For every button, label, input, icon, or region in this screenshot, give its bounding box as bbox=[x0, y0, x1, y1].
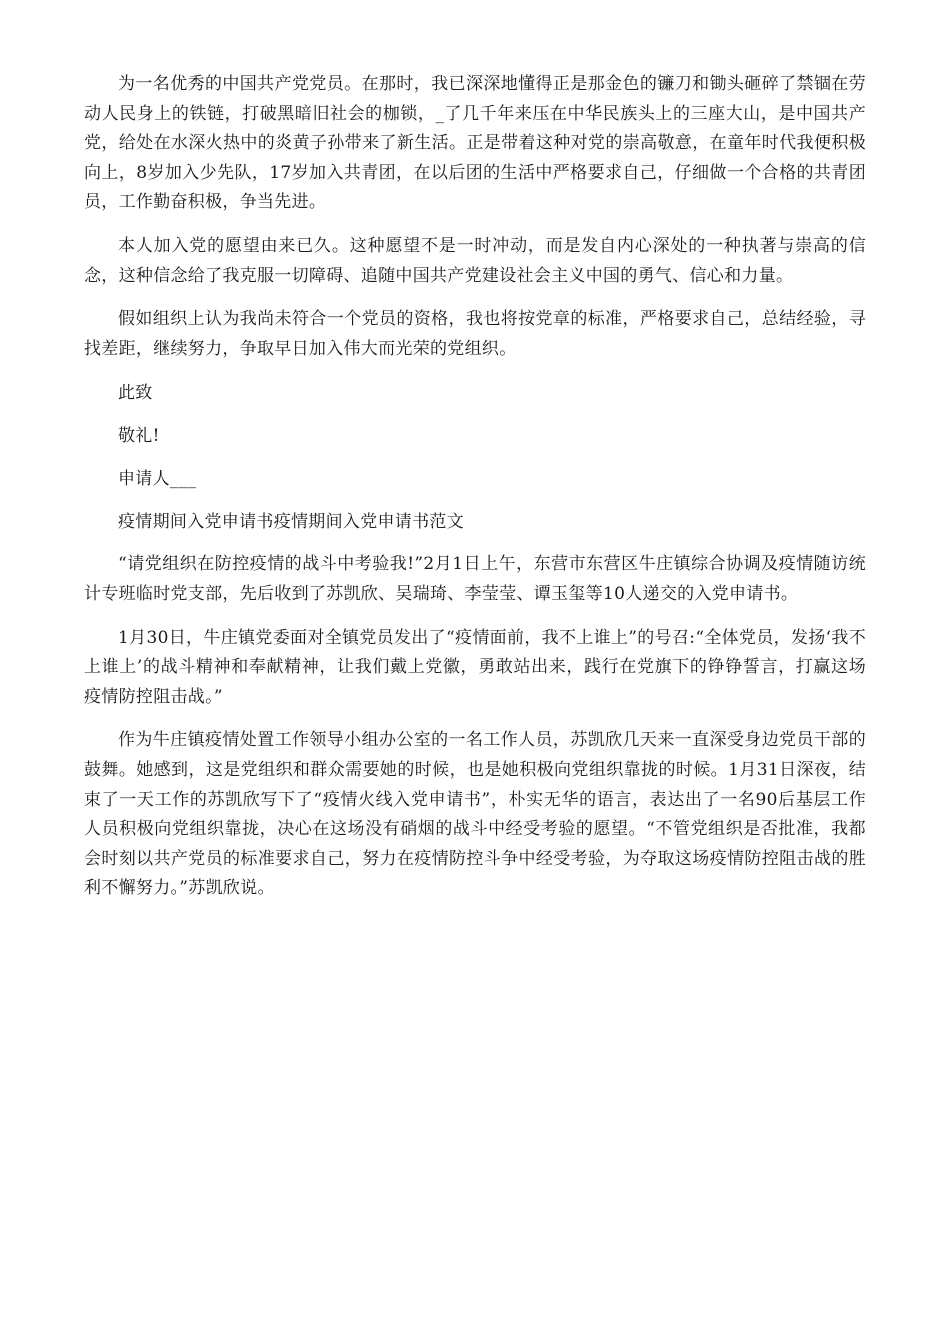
closing-salutation: 此致 bbox=[118, 383, 153, 404]
paragraph-long-held-wish: 本人加入党的愿望由来已久。这种愿望不是一时冲动，而是发自内心深处的一种执著与崇高的信念，这种信念给了我克服一切障碍、追随中国共产党建设社会主义中国的勇气、信心和力量。 bbox=[84, 235, 866, 286]
applicant-signature-line: 申请人___ bbox=[118, 469, 197, 490]
document-page bbox=[84, 70, 866, 918]
closing-regards: 敬礼! bbox=[118, 426, 160, 447]
paragraph-applications-received: “请党组织在防控疫情的战斗中考验我!”2月1日上午，东营市东营区牛庄镇综合协调及疫情随访统计专班临时党支部，先后收到了苏凯欣、吴瑞琦、李莹莹、谭玉玺等10人递交的入党申请书。 bbox=[84, 554, 866, 604]
section-title: 疫情期间入党申请书疫情期间入党申请书范文 bbox=[118, 512, 464, 533]
paragraph-su-kaixin-story: 作为牛庄镇疫情处置工作领导小组办公室的一名工作人员，苏凯欣几天来一直深受身边党员干部的鼓舞。她感到，这是党组织和群众需要她的时候，也是她积极向党组织靠拢的时候。1月31日深夜，结束了一天工作的苏凯欣写下了“疫情火线入党申请书”，朴实无华的语言，表达出了一名90后基层工作人员积极向党组织靠拢，决心在这场没有硝烟的战斗中经受考验的愿望。“不管党组织是否批准，我都会时刻以共产党员的标准要求自己，努力在疫情防控斗争中经受考验，为夺取这场疫情防控阻击战的胜利不懈努力。”苏凯欣说。 bbox=[84, 730, 866, 899]
paragraph-party-call: 1月30日，牛庄镇党委面对全镇党员发出了“疫情面前，我不上谁上”的号召:“全体党员，发扬‘我不上谁上’的战斗精神和奉献精神，让我们戴上党徽，勇敢站出来，践行在党旗下的铮铮誓言，打赢这场疫情防控阻击战。” bbox=[84, 627, 866, 707]
paragraph-continue-effort: 假如组织上认为我尚未符合一个党员的资格，我也将按党章的标准，严格要求自己，总结经验，寻找差距，继续努力，争取早日加入伟大而光荣的党组织。 bbox=[84, 309, 866, 359]
paragraph-party-admiration: 为一名优秀的中国共产党党员。在那时，我已深深地懂得正是那金色的镰刀和锄头砸碎了禁锢在劳动人民身上的铁链，打破黑暗旧社会的枷锁，_了几千年来压在中华民族头上的三座大山，是中国共产党，给处在水深火热中的炎黄子孙带来了新生活。正是带着这种对党的崇高敬意，在童年时代我便积极向上，8岁加入少先队，17岁加入共青团，在以后团的生活中严格要求自己，仔细做一个合格的共青团员，工作勤奋积极，争当先进。 bbox=[84, 74, 866, 213]
